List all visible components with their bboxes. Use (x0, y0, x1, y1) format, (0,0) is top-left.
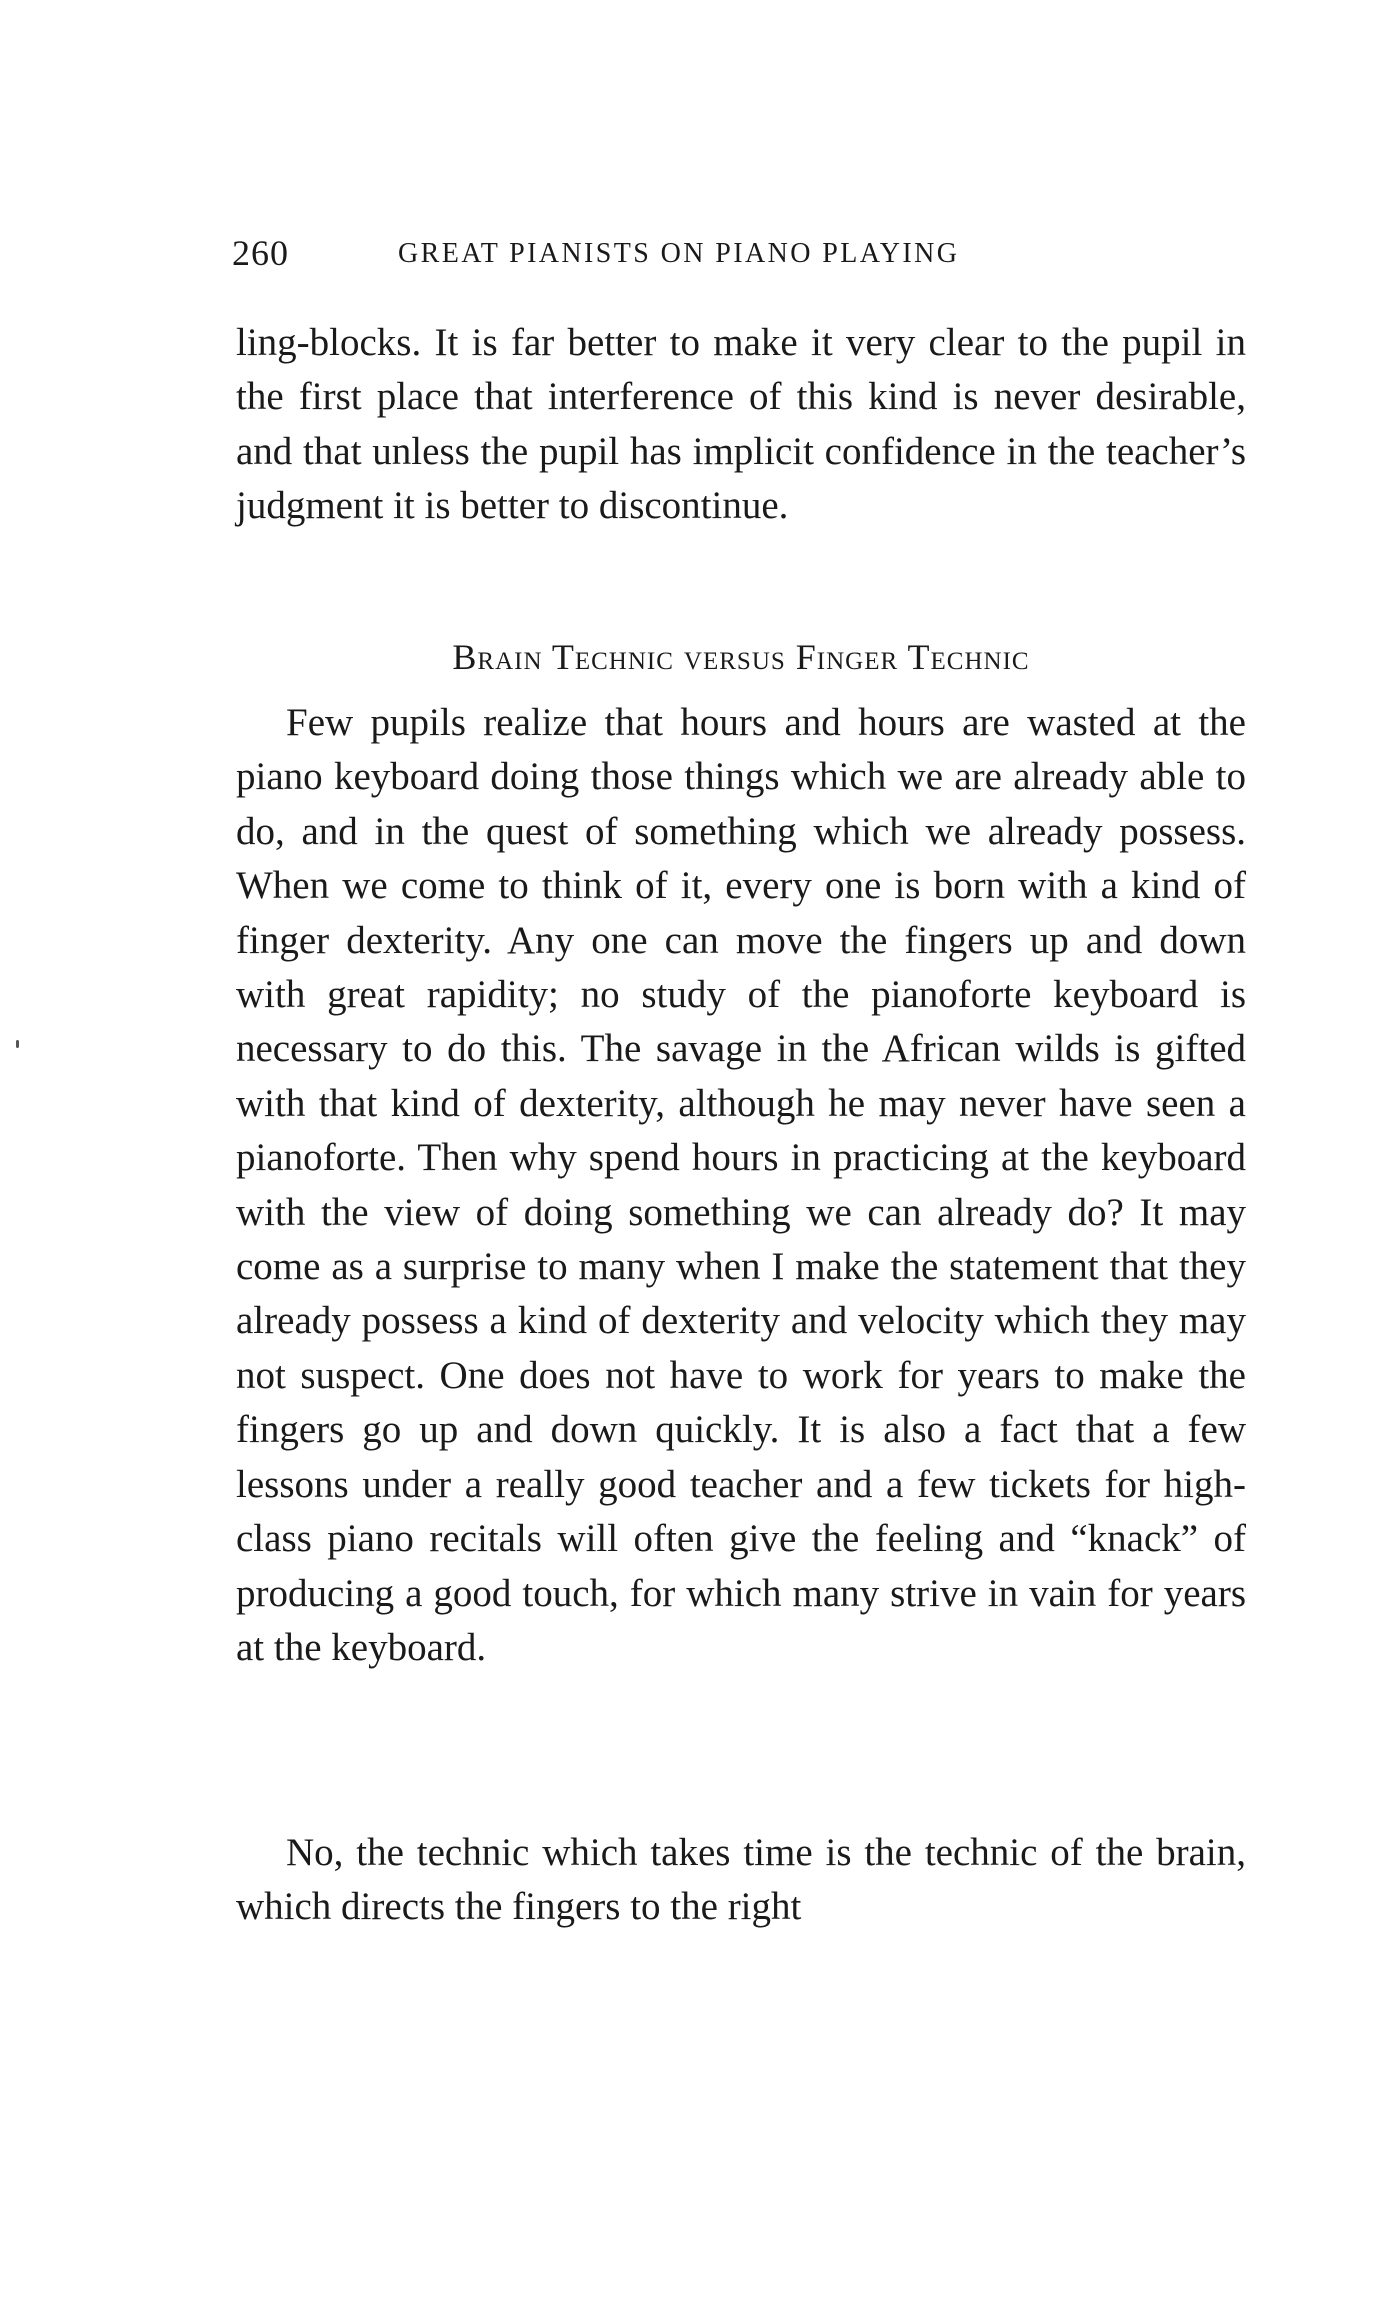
paragraph-text: No, the technic which takes time is the technic of the brain, which directs the fingers to the right (236, 1831, 1246, 1929)
paragraph (236, 696, 1246, 1675)
margin-speck (16, 1040, 19, 1048)
paragraph-text: Few pupils realize that hours and hours are wasted at the piano keyboard doing those things which we are already able to do, and in the quest of something which we already possess. When we come to think of it, every one is born with a kind of finger dexterity. Any one can move the fingers up and down with great rapidity; no study of the pianoforte keyboard is necessary to do this. The savage in the African wilds is gifted with that kind of dexterity, although he may never have seen a pianoforte. Then why spend hours in practicing at the keyboard with the view of doing something we can already do? It may come as a surprise to many when I make the statement that they already possess a kind of dexterity and velocity which they may not suspect. One does not have to work for years to make the fingers go up and down quickly. It is also a fact that a few lessons under a really good teacher and a few tickets for high-class piano recitals will often give the feeling and “knack” of producing a good touch, for which many strive in vain for years at the keyboard. (236, 701, 1246, 1669)
running-title: GREAT PIANISTS ON PIANO PLAYING (398, 238, 960, 269)
paragraph-continued (236, 316, 1246, 534)
paragraph (236, 1826, 1246, 1935)
running-head (232, 228, 1072, 278)
paragraph-text: ling-blocks. It is far better to make it very clear to the pupil in the first place that interference of this kind is never desirable, and that unless the pupil has implicit confidence in the teacher’s judgment it is better to discontinue. (236, 321, 1246, 528)
section-heading: Brain Technic versus Finger Technic (452, 637, 1030, 677)
page-number: 260 (232, 233, 289, 273)
